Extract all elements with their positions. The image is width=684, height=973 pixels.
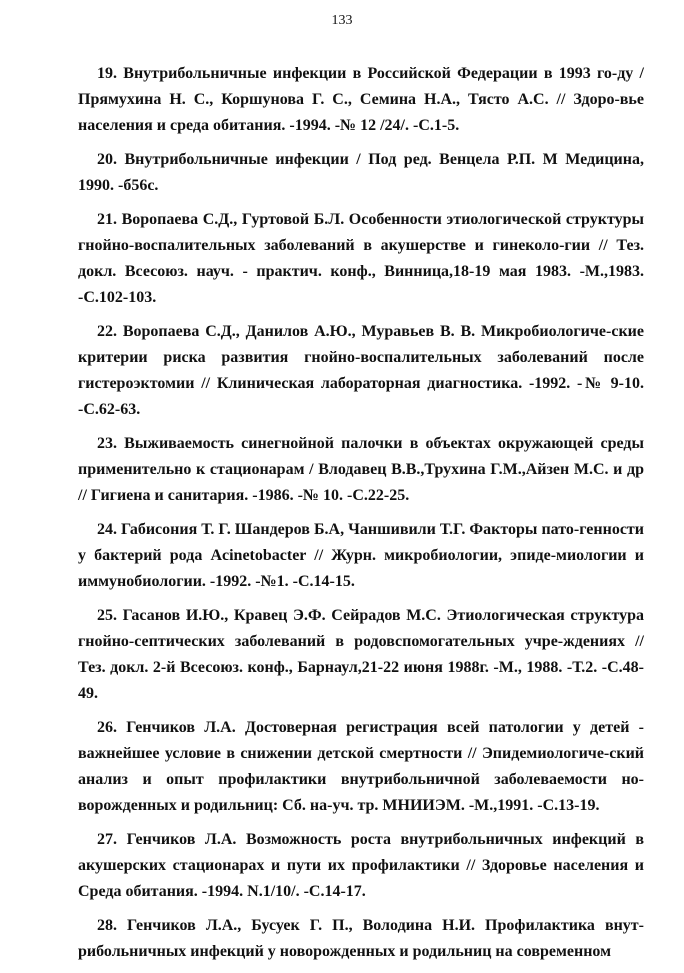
reference-item-22: 22. Воропаева С.Д., Данилов А.Ю., Муравьев В. В. Микробиологиче-ские критерии риска развития гнойно-воспалительных заболеваний после гистероэктомии // Клиническая лабораторная диагностика. -1992. -№ 9-10. -С.62-63. xyxy=(78,323,644,418)
reference-item-28: 28. Генчиков Л.А., Бусуек Г. П., Володина Н.И. Профилактика внут-рибольничных инфекций у новорожденных и родильниц на современном xyxy=(78,917,644,960)
reference-item-27: 27. Генчиков Л.А. Возможность роста внутрибольничных инфекций в акушерских стационарах и пути их профилактики // Здоровье населения и Среда обитания. -1994. N.1/10/. -С.14-17. xyxy=(78,831,644,900)
reference-item-24: 24. Габисония Т. Г. Шандеров Б.А, Чаншивили Т.Г. Факторы пато-генности у бактерий рода Acinetobacter // Журн. микробиологии, эпиде-миологии и иммунобиологии. -1992. -№1. -С.14-15. xyxy=(78,521,644,590)
reference-item-26: 26. Генчиков Л.А. Достоверная регистрация всей патологии у детей - важнейшее условие в снижении детской смертности // Эпидемиологиче-ский анализ и опыт профилактики внутрибольничной заболеваемости но-ворожденных и родильниц: Сб. на-уч. тр. МНИИЭМ. -М.,1991. -С.13-19. xyxy=(78,719,644,814)
reference-list xyxy=(78,61,644,973)
page-number: 133 xyxy=(331,13,353,28)
reference-item-20: 20. Внутрибольничные инфекции / Под ред. Венцела Р.П. М Медицина, 1990. -б56с. xyxy=(78,151,644,194)
reference-item-19: 19. Внутрибольничные инфекции в Российской Федерации в 1993 го-ду / Прямухина Н. С., Коршунова Г. С., Семина Н.А., Тясто А.С. // Здоро-вье населения и среда обитания. -1994. -№ 12 /24/. -С.1-5. xyxy=(78,65,644,134)
reference-item-21: 21. Воропаева С.Д., Гуртовой Б.Л. Особенности этиологической структуры гнойно-воспалительных заболеваний в акушерстве и гинеколо-гии // Тез. докл. Всесоюз. науч. - практич. конф., Винница,18-19 мая 1983. -М.,1983. -С.102-103. xyxy=(78,211,644,306)
reference-item-23: 23. Выживаемость синегнойной палочки в объектах окружающей среды применительно к стационарам / Влодавец В.В.,Трухина Г.М.,Айзен М.С. и др // Гигиена и санитария. -1986. -№ 10. -С.22-25. xyxy=(78,435,644,504)
reference-item-25: 25. Гасанов И.Ю., Кравец Э.Ф. Сейрадов М.С. Этиологическая структура гнойно-септических заболеваний в родовспомогательных учре-ждениях // Тез. докл. 2-й Всесоюз. конф., Барнаул,21-22 июня 1988г. -М., 1988. -Т.2. -С.48-49. xyxy=(78,607,644,702)
